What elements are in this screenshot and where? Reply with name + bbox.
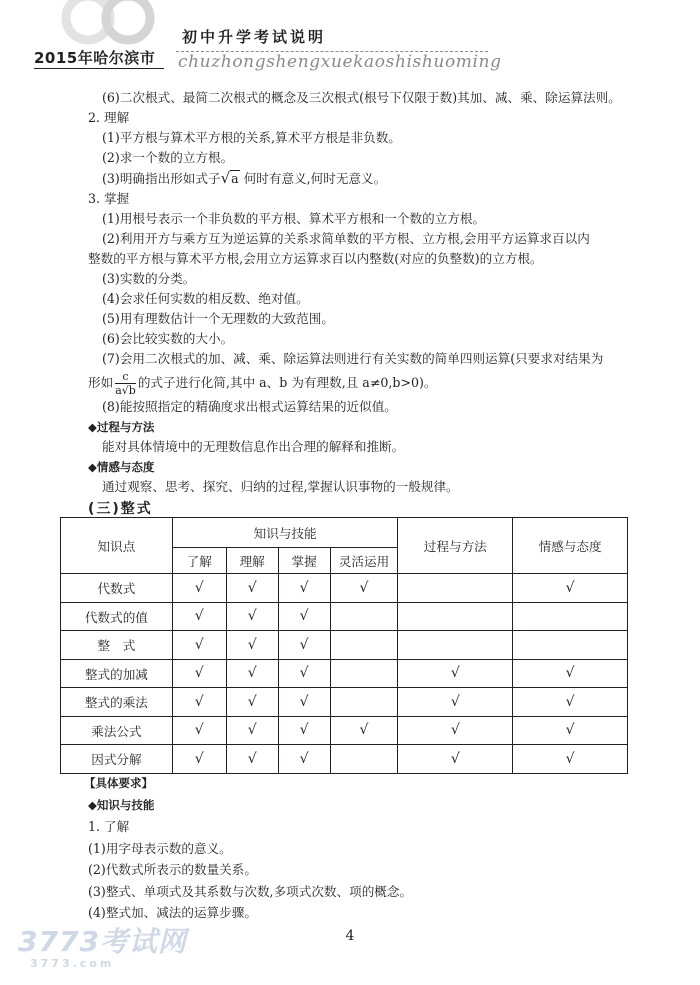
- table-row: [61, 659, 628, 688]
- empty-cell: [330, 602, 398, 631]
- check-mark-cell: √: [278, 688, 330, 717]
- master-item: (8)能按照指定的精确度求出根式运算结果的近似值。: [102, 399, 397, 414]
- table-row: [61, 574, 628, 603]
- item7-suffix: 的式子进行化简,其中 a、b 为有理数,且 a≠0,b>0)。: [137, 375, 437, 390]
- check-mark-cell: √: [278, 716, 330, 745]
- check-mark-cell: √: [398, 745, 513, 774]
- subheader-cell: 了解: [172, 548, 226, 574]
- empty-cell: [330, 631, 398, 660]
- row-label: 整式的加减: [61, 659, 173, 688]
- header-year-label: 2015年哈尔滨市: [34, 49, 156, 67]
- row-label: 代数式的值: [61, 602, 173, 631]
- check-mark-cell: √: [513, 716, 628, 745]
- master-item7-fraction-line: [88, 369, 636, 397]
- fraction-numerator: c: [115, 370, 136, 384]
- check-mark-cell: √: [278, 745, 330, 774]
- requirements-item: (3)整式、单项式及其系数与次数,多项式次数、项的概念。: [88, 883, 413, 899]
- header-pinyin: chuzhongshengxuekaoshishuoming: [178, 52, 502, 72]
- understand-item-sqrt: [88, 168, 636, 189]
- subheader-cell: 灵活运用: [330, 548, 398, 574]
- check-mark-cell: √: [226, 688, 278, 717]
- check-mark-cell: √: [172, 659, 226, 688]
- table-row: [61, 602, 628, 631]
- master-item-line: (7)会用二次根式的加、减、乘、除运算法则进行有关实数的简单四则运算(只要求对结果为: [102, 351, 604, 366]
- main-content: [88, 88, 636, 519]
- page-number: 4: [345, 928, 355, 944]
- emotion-heading: ◆情感与态度: [88, 460, 155, 474]
- check-mark-cell: √: [278, 659, 330, 688]
- check-mark-cell: √: [172, 688, 226, 717]
- requirements-item: (1)用字母表示数的意义。: [88, 840, 232, 856]
- requirements-block: [84, 773, 636, 924]
- row-label: 乘法公式: [61, 716, 173, 745]
- master-item-line: 整数的平方根与算术平方根,会用立方运算求百以内整数(对应的负整数)的立方根。: [88, 251, 543, 266]
- fraction-den-radicand: b: [128, 384, 136, 397]
- requirements-subheading: ◆知识与技能: [88, 797, 155, 812]
- sqrt-radicand: a: [231, 171, 239, 186]
- check-mark-cell: √: [398, 688, 513, 717]
- process-heading: ◆过程与方法: [88, 420, 155, 434]
- understand-item3-before: (3)明确指出形如式子: [102, 171, 221, 186]
- subheader-cell: 理解: [226, 548, 278, 574]
- empty-cell: [398, 574, 513, 603]
- radical-sign-icon: √: [220, 169, 231, 187]
- master-item: (3)实数的分类。: [102, 271, 196, 286]
- master-heading: 3. 掌握: [88, 191, 130, 206]
- master-item: (6)会比较实数的大小。: [102, 331, 234, 346]
- understand-item3-after: 何时有意义,何时无意义。: [243, 171, 387, 186]
- check-mark-cell: √: [172, 574, 226, 603]
- header-rule: [34, 68, 164, 69]
- check-mark-cell: √: [226, 745, 278, 774]
- check-mark-cell: √: [278, 631, 330, 660]
- empty-cell: [398, 631, 513, 660]
- check-mark-cell: √: [226, 659, 278, 688]
- table-header-row: [61, 518, 628, 548]
- check-mark-cell: √: [513, 745, 628, 774]
- check-mark-cell: √: [398, 659, 513, 688]
- empty-cell: [513, 631, 628, 660]
- check-mark-cell: √: [226, 574, 278, 603]
- check-mark-cell: √: [330, 716, 398, 745]
- fraction-denominator: [115, 384, 136, 397]
- process-text: 能对具体情境中的无理数信息作出合理的解释和推断。: [102, 439, 405, 454]
- row-label: 整式的乘法: [61, 688, 173, 717]
- check-mark-cell: √: [172, 745, 226, 774]
- master-item: (5)用有理数估计一个无理数的大致范围。: [102, 311, 334, 326]
- section-title: (三)整式: [88, 501, 153, 517]
- master-item-line: (2)利用开方与乘方互为逆运算的关系求简单数的平方根、立方根,会用平方运算求百以内: [102, 231, 590, 246]
- intro-item: (6)二次根式、最简二次根式的概念及三次根式(根号下仅限于数)其加、减、乘、除运算法则。: [102, 90, 621, 105]
- subheader-cell: 掌握: [278, 548, 330, 574]
- header-process: 过程与方法: [398, 518, 513, 574]
- check-mark-cell: √: [513, 574, 628, 603]
- check-mark-cell: √: [330, 574, 398, 603]
- requirements-heading: 【具体要求】: [84, 776, 153, 790]
- master-item: (1)用根号表示一个非负数的平方根、算术平方根和一个数的立方根。: [102, 211, 486, 226]
- fraction: [115, 370, 136, 397]
- check-mark-cell: √: [278, 602, 330, 631]
- check-mark-cell: √: [278, 574, 330, 603]
- check-mark-cell: √: [226, 716, 278, 745]
- header-knowledge-skills: 知识与技能: [172, 518, 398, 548]
- item7-prefix: 形如: [88, 375, 114, 390]
- empty-cell: [513, 602, 628, 631]
- check-mark-cell: √: [172, 631, 226, 660]
- master-item: (4)会求任何实数的相反数、绝对值。: [102, 291, 309, 306]
- radical-sign-icon: √: [121, 384, 129, 397]
- check-mark-cell: √: [172, 602, 226, 631]
- table-row: [61, 716, 628, 745]
- check-mark-cell: √: [226, 631, 278, 660]
- watermark-url: 3773.com: [30, 957, 115, 970]
- understand-item: (1)平方根与算术平方根的关系,算术平方根是非负数。: [102, 130, 401, 145]
- check-mark-cell: √: [172, 716, 226, 745]
- understand-heading: 2. 理解: [88, 110, 130, 125]
- check-mark-cell: √: [513, 688, 628, 717]
- empty-cell: [330, 659, 398, 688]
- requirements-item: (2)代数式所表示的数量关系。: [88, 862, 257, 877]
- understand-item: (2)求一个数的立方根。: [102, 150, 234, 165]
- check-mark-cell: √: [226, 602, 278, 631]
- watermark-brand: 3773考试网: [18, 925, 187, 958]
- sqrt-expression: [221, 168, 240, 189]
- emotion-text: 通过观察、思考、探究、归纳的过程,掌握认识事物的一般规律。: [102, 479, 459, 494]
- check-mark-cell: √: [513, 659, 628, 688]
- table-row: [61, 745, 628, 774]
- header-logo-rings: [58, 0, 168, 52]
- empty-cell: [330, 745, 398, 774]
- empty-cell: [330, 688, 398, 717]
- row-label: 整 式: [61, 631, 173, 660]
- knowledge-table: [60, 517, 628, 774]
- empty-cell: [398, 602, 513, 631]
- header-knowledge-point: 知识点: [61, 518, 173, 574]
- requirements-understand-heading: 1. 了解: [88, 819, 130, 834]
- table-body: [61, 574, 628, 774]
- check-mark-cell: √: [398, 716, 513, 745]
- table-row: [61, 688, 628, 717]
- header-title: 初中升学考试说明: [182, 28, 327, 46]
- table-row: [61, 631, 628, 660]
- row-label: 因式分解: [61, 745, 173, 774]
- fraction-den-coef: a: [115, 384, 122, 397]
- header-emotion: 情感与态度: [513, 518, 628, 574]
- requirements-item: (4)整式加、减法的运算步骤。: [88, 905, 257, 920]
- row-label: 代数式: [61, 574, 173, 603]
